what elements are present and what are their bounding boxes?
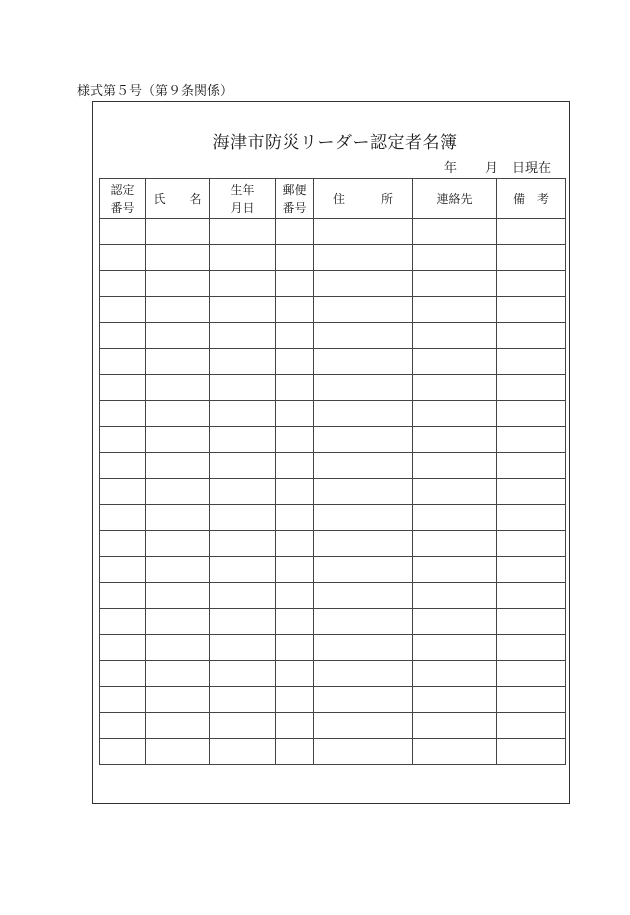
table-cell xyxy=(146,609,210,635)
table-cell xyxy=(497,661,566,687)
table-cell xyxy=(314,713,413,739)
table-cell xyxy=(314,661,413,687)
register-table xyxy=(99,178,566,765)
table-cell xyxy=(314,427,413,453)
table-cell xyxy=(276,401,314,427)
table-cell xyxy=(314,505,413,531)
table-row xyxy=(100,505,566,531)
table-cell xyxy=(210,687,276,713)
table-cell xyxy=(100,557,146,583)
table-cell xyxy=(100,401,146,427)
table-cell xyxy=(497,739,566,765)
table-cell xyxy=(146,713,210,739)
table-cell xyxy=(276,271,314,297)
table-cell xyxy=(276,531,314,557)
table-cell xyxy=(100,271,146,297)
table-cell xyxy=(314,583,413,609)
table-cell xyxy=(497,271,566,297)
table-cell xyxy=(413,271,497,297)
table-cell xyxy=(100,479,146,505)
table-cell xyxy=(210,245,276,271)
table-cell xyxy=(497,375,566,401)
table-cell xyxy=(314,271,413,297)
table-cell xyxy=(276,375,314,401)
col-header-address: 住 所 xyxy=(314,179,413,219)
table-cell xyxy=(276,661,314,687)
table-row xyxy=(100,245,566,271)
table-cell xyxy=(497,297,566,323)
table-cell xyxy=(100,297,146,323)
table-row xyxy=(100,375,566,401)
col-header-name: 氏 名 xyxy=(146,179,210,219)
table-cell xyxy=(210,297,276,323)
table-cell xyxy=(276,427,314,453)
table-cell xyxy=(146,531,210,557)
table-cell xyxy=(276,453,314,479)
table-cell xyxy=(210,557,276,583)
table-cell xyxy=(497,219,566,245)
table-cell xyxy=(210,713,276,739)
col-header-postal-code: 郵便 番号 xyxy=(276,179,314,219)
table-cell xyxy=(276,349,314,375)
table-header-row xyxy=(100,179,566,219)
table-cell xyxy=(146,349,210,375)
table-cell xyxy=(146,583,210,609)
table-cell xyxy=(100,635,146,661)
table-cell xyxy=(413,557,497,583)
table-cell xyxy=(100,713,146,739)
table-cell xyxy=(276,609,314,635)
table-cell xyxy=(210,505,276,531)
table-cell xyxy=(497,557,566,583)
table-cell xyxy=(314,349,413,375)
table-cell xyxy=(314,401,413,427)
table-cell xyxy=(314,479,413,505)
table-cell xyxy=(314,557,413,583)
table-cell xyxy=(413,245,497,271)
table-cell xyxy=(314,531,413,557)
table-cell xyxy=(497,401,566,427)
table-cell xyxy=(146,739,210,765)
table-cell xyxy=(100,583,146,609)
table-row xyxy=(100,687,566,713)
table-row xyxy=(100,401,566,427)
date-as-of-label: 日現在 xyxy=(512,161,552,176)
table-cell xyxy=(276,739,314,765)
table-cell xyxy=(413,609,497,635)
table-cell xyxy=(276,713,314,739)
table-row xyxy=(100,427,566,453)
table-cell xyxy=(497,349,566,375)
table-cell xyxy=(210,323,276,349)
table-row xyxy=(100,713,566,739)
table-cell xyxy=(210,609,276,635)
table-row xyxy=(100,453,566,479)
table-cell xyxy=(100,531,146,557)
table-cell xyxy=(497,635,566,661)
table-cell xyxy=(276,245,314,271)
table-row xyxy=(100,349,566,375)
table-cell xyxy=(413,297,497,323)
table-cell xyxy=(146,323,210,349)
table-cell xyxy=(497,427,566,453)
table-cell xyxy=(146,401,210,427)
table-cell xyxy=(100,739,146,765)
table-cell xyxy=(210,661,276,687)
table-cell xyxy=(146,557,210,583)
col-header-contact: 連絡先 xyxy=(413,179,497,219)
table-cell xyxy=(100,505,146,531)
table-cell xyxy=(413,583,497,609)
table-cell xyxy=(497,505,566,531)
table-cell xyxy=(146,427,210,453)
table-cell xyxy=(210,531,276,557)
table-cell xyxy=(100,323,146,349)
table-cell xyxy=(413,219,497,245)
table-row xyxy=(100,609,566,635)
table-cell xyxy=(413,739,497,765)
table-cell xyxy=(497,245,566,271)
table-cell xyxy=(146,219,210,245)
table-cell xyxy=(210,739,276,765)
date-month-label: 月 xyxy=(485,161,499,176)
table-cell xyxy=(413,453,497,479)
table-row xyxy=(100,661,566,687)
table-cell xyxy=(497,609,566,635)
table-cell xyxy=(314,453,413,479)
table-cell xyxy=(210,427,276,453)
table-row xyxy=(100,297,566,323)
table-cell xyxy=(100,687,146,713)
table-cell xyxy=(276,297,314,323)
table-cell xyxy=(314,687,413,713)
table-cell xyxy=(210,479,276,505)
form-number-label: 様式第５号（第９条関係） xyxy=(77,84,234,99)
table-cell xyxy=(413,323,497,349)
table-cell xyxy=(146,505,210,531)
table-cell xyxy=(413,661,497,687)
table-cell xyxy=(100,349,146,375)
table-cell xyxy=(276,479,314,505)
table-cell xyxy=(146,661,210,687)
table-row xyxy=(100,219,566,245)
table-cell xyxy=(100,427,146,453)
table-cell xyxy=(100,609,146,635)
table-cell xyxy=(413,427,497,453)
table-cell xyxy=(497,323,566,349)
col-header-remarks: 備 考 xyxy=(497,179,566,219)
table-cell xyxy=(314,609,413,635)
table-cell xyxy=(276,583,314,609)
table-cell xyxy=(314,635,413,661)
table-cell xyxy=(497,453,566,479)
table-row xyxy=(100,635,566,661)
table-cell xyxy=(100,661,146,687)
table-cell xyxy=(146,375,210,401)
table-cell xyxy=(100,453,146,479)
table-row xyxy=(100,531,566,557)
table-cell xyxy=(276,687,314,713)
table-cell xyxy=(276,505,314,531)
table-cell xyxy=(210,401,276,427)
table-cell xyxy=(276,323,314,349)
table-cell xyxy=(314,219,413,245)
table-cell xyxy=(210,635,276,661)
date-year-label: 年 xyxy=(444,161,458,176)
table-cell xyxy=(146,479,210,505)
table-cell xyxy=(314,375,413,401)
col-header-cert-number: 認定 番号 xyxy=(100,179,146,219)
table-cell xyxy=(146,687,210,713)
table-cell xyxy=(276,557,314,583)
table-cell xyxy=(413,505,497,531)
table-row xyxy=(100,323,566,349)
table-cell xyxy=(146,635,210,661)
register-body xyxy=(100,219,566,765)
table-cell xyxy=(210,219,276,245)
table-cell xyxy=(413,349,497,375)
table-cell xyxy=(497,531,566,557)
table-cell xyxy=(314,245,413,271)
table-cell xyxy=(100,219,146,245)
table-cell xyxy=(413,687,497,713)
table-cell xyxy=(100,245,146,271)
table-row xyxy=(100,557,566,583)
table-row xyxy=(100,271,566,297)
table-cell xyxy=(413,375,497,401)
table-cell xyxy=(413,401,497,427)
table-row xyxy=(100,479,566,505)
table-cell xyxy=(413,713,497,739)
table-cell xyxy=(314,297,413,323)
table-cell xyxy=(497,583,566,609)
table-cell xyxy=(276,635,314,661)
table-cell xyxy=(100,375,146,401)
table-cell xyxy=(146,453,210,479)
table-cell xyxy=(497,687,566,713)
table-cell xyxy=(413,479,497,505)
table-cell xyxy=(146,271,210,297)
table-cell xyxy=(497,713,566,739)
table-cell xyxy=(210,375,276,401)
table-cell xyxy=(413,531,497,557)
table-cell xyxy=(276,219,314,245)
table-cell xyxy=(146,245,210,271)
table-cell xyxy=(314,739,413,765)
table-cell xyxy=(146,297,210,323)
table-cell xyxy=(413,635,497,661)
table-row xyxy=(100,739,566,765)
document-title: 海津市防災リーダー認定者名簿 xyxy=(212,133,458,153)
table-row xyxy=(100,583,566,609)
table-cell xyxy=(210,453,276,479)
col-header-birthdate: 生年 月日 xyxy=(210,179,276,219)
table-cell xyxy=(210,271,276,297)
table-cell xyxy=(497,479,566,505)
table-cell xyxy=(314,323,413,349)
table-cell xyxy=(210,349,276,375)
table-cell xyxy=(210,583,276,609)
